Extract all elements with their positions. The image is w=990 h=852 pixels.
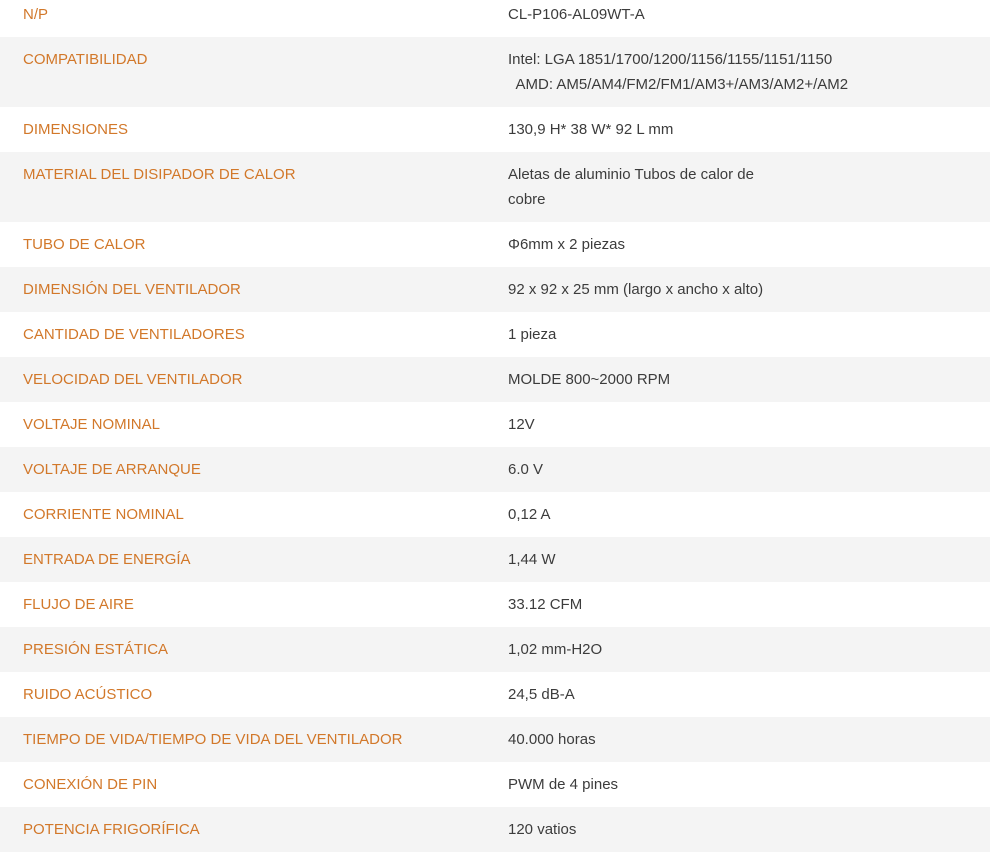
spec-row (0, 357, 990, 402)
spec-label: FLUJO DE AIRE (23, 596, 134, 613)
spec-value: cobre (508, 191, 546, 208)
spec-label-cell (0, 267, 485, 312)
spec-label: VOLTAJE DE ARRANQUE (23, 461, 201, 478)
spec-label-cell (0, 37, 485, 107)
spec-row (0, 267, 990, 312)
spec-label-cell (0, 537, 485, 582)
spec-label: VELOCIDAD DEL VENTILADOR (23, 371, 243, 388)
spec-value: 92 x 92 x 25 mm (largo x ancho x alto) (508, 281, 764, 298)
spec-label: CANTIDAD DE VENTILADORES (23, 326, 245, 343)
spec-value-cell (485, 762, 990, 807)
spec-row (0, 492, 990, 537)
spec-value: Aletas de aluminio Tubos de calor de (508, 166, 754, 183)
spec-value-cell (485, 672, 990, 717)
spec-label-cell (0, 627, 485, 672)
spec-value: 1 pieza (508, 326, 557, 343)
spec-label-cell (0, 762, 485, 807)
spec-value-cell (485, 402, 990, 447)
spec-row (0, 312, 990, 357)
spec-value: AMD: AM5/AM4/FM2/FM1/AM3+/AM3/AM2+/AM2 (508, 76, 849, 93)
spec-label-cell (0, 717, 485, 762)
spec-value: 130,9 H* 38 W* 92 L mm (508, 121, 674, 138)
spec-row (0, 582, 990, 627)
spec-label: DIMENSIONES (23, 121, 129, 138)
spec-value-cell (485, 627, 990, 672)
spec-row (0, 672, 990, 717)
spec-label: TIEMPO DE VIDA/TIEMPO DE VIDA DEL VENTILADOR (23, 731, 403, 748)
spec-row (0, 222, 990, 267)
spec-row (0, 537, 990, 582)
spec-value-cell (485, 582, 990, 627)
spec-row (0, 0, 990, 37)
spec-value-cell (485, 152, 990, 222)
spec-row (0, 762, 990, 807)
spec-label: TUBO DE CALOR (23, 236, 146, 253)
spec-label: POTENCIA FRIGORÍFICA (23, 821, 200, 838)
spec-value-cell (485, 447, 990, 492)
spec-label: RUIDO ACÚSTICO (23, 686, 153, 703)
spec-label-cell (0, 807, 485, 852)
spec-value: 0,12 A (508, 506, 551, 523)
spec-value-cell (485, 222, 990, 267)
spec-value-cell (485, 107, 990, 152)
spec-row (0, 447, 990, 492)
spec-label: N/P (23, 6, 49, 23)
spec-label-cell (0, 107, 485, 152)
spec-row (0, 37, 990, 107)
spec-value: PWM de 4 pines (508, 776, 619, 793)
spec-row (0, 717, 990, 762)
spec-value: Φ6mm x 2 piezas (508, 236, 626, 253)
spec-value-cell (485, 312, 990, 357)
spec-label-cell (0, 672, 485, 717)
spec-value-cell (485, 717, 990, 762)
spec-label: CONEXIÓN DE PIN (23, 776, 158, 793)
spec-label: MATERIAL DEL DISIPADOR DE CALOR (23, 166, 296, 183)
spec-label-cell (0, 222, 485, 267)
spec-value: 33.12 CFM (508, 596, 583, 613)
spec-label-cell (0, 312, 485, 357)
spec-value-cell (485, 807, 990, 852)
spec-value-cell (485, 37, 990, 107)
spec-label: COMPATIBILIDAD (23, 51, 148, 68)
spec-label-cell (0, 582, 485, 627)
spec-value-cell (485, 492, 990, 537)
spec-label: VOLTAJE NOMINAL (23, 416, 160, 433)
spec-value: 120 vatios (508, 821, 577, 838)
spec-row (0, 402, 990, 447)
spec-value-cell (485, 357, 990, 402)
spec-value: 6.0 V (508, 461, 544, 478)
spec-value: CL-P106-AL09WT-A (508, 6, 645, 23)
spec-value: 1,02 mm-H2O (508, 641, 603, 658)
spec-label: DIMENSIÓN DEL VENTILADOR (23, 281, 241, 298)
spec-value: MOLDE 800~2000 RPM (508, 371, 671, 388)
spec-value-cell (485, 267, 990, 312)
spec-label-cell (0, 447, 485, 492)
spec-value: 1,44 W (508, 551, 556, 568)
spec-value: 24,5 dB-A (508, 686, 575, 703)
spec-row (0, 627, 990, 672)
spec-value: 12V (508, 416, 535, 433)
spec-label-cell (0, 492, 485, 537)
spec-label-cell (0, 152, 485, 222)
spec-value-cell (485, 0, 990, 37)
spec-row (0, 807, 990, 852)
spec-label: CORRIENTE NOMINAL (23, 506, 184, 523)
spec-label-cell (0, 0, 485, 37)
spec-row (0, 152, 990, 222)
spec-value: Intel: LGA 1851/1700/1200/1156/1155/1151/1150 (508, 51, 833, 68)
spec-row (0, 107, 990, 152)
spec-value-cell (485, 537, 990, 582)
spec-label-cell (0, 357, 485, 402)
spec-label: PRESIÓN ESTÁTICA (23, 641, 169, 658)
spec-label-cell (0, 402, 485, 447)
spec-label: ENTRADA DE ENERGÍA (23, 551, 191, 568)
spec-value: 40.000 horas (508, 731, 596, 748)
